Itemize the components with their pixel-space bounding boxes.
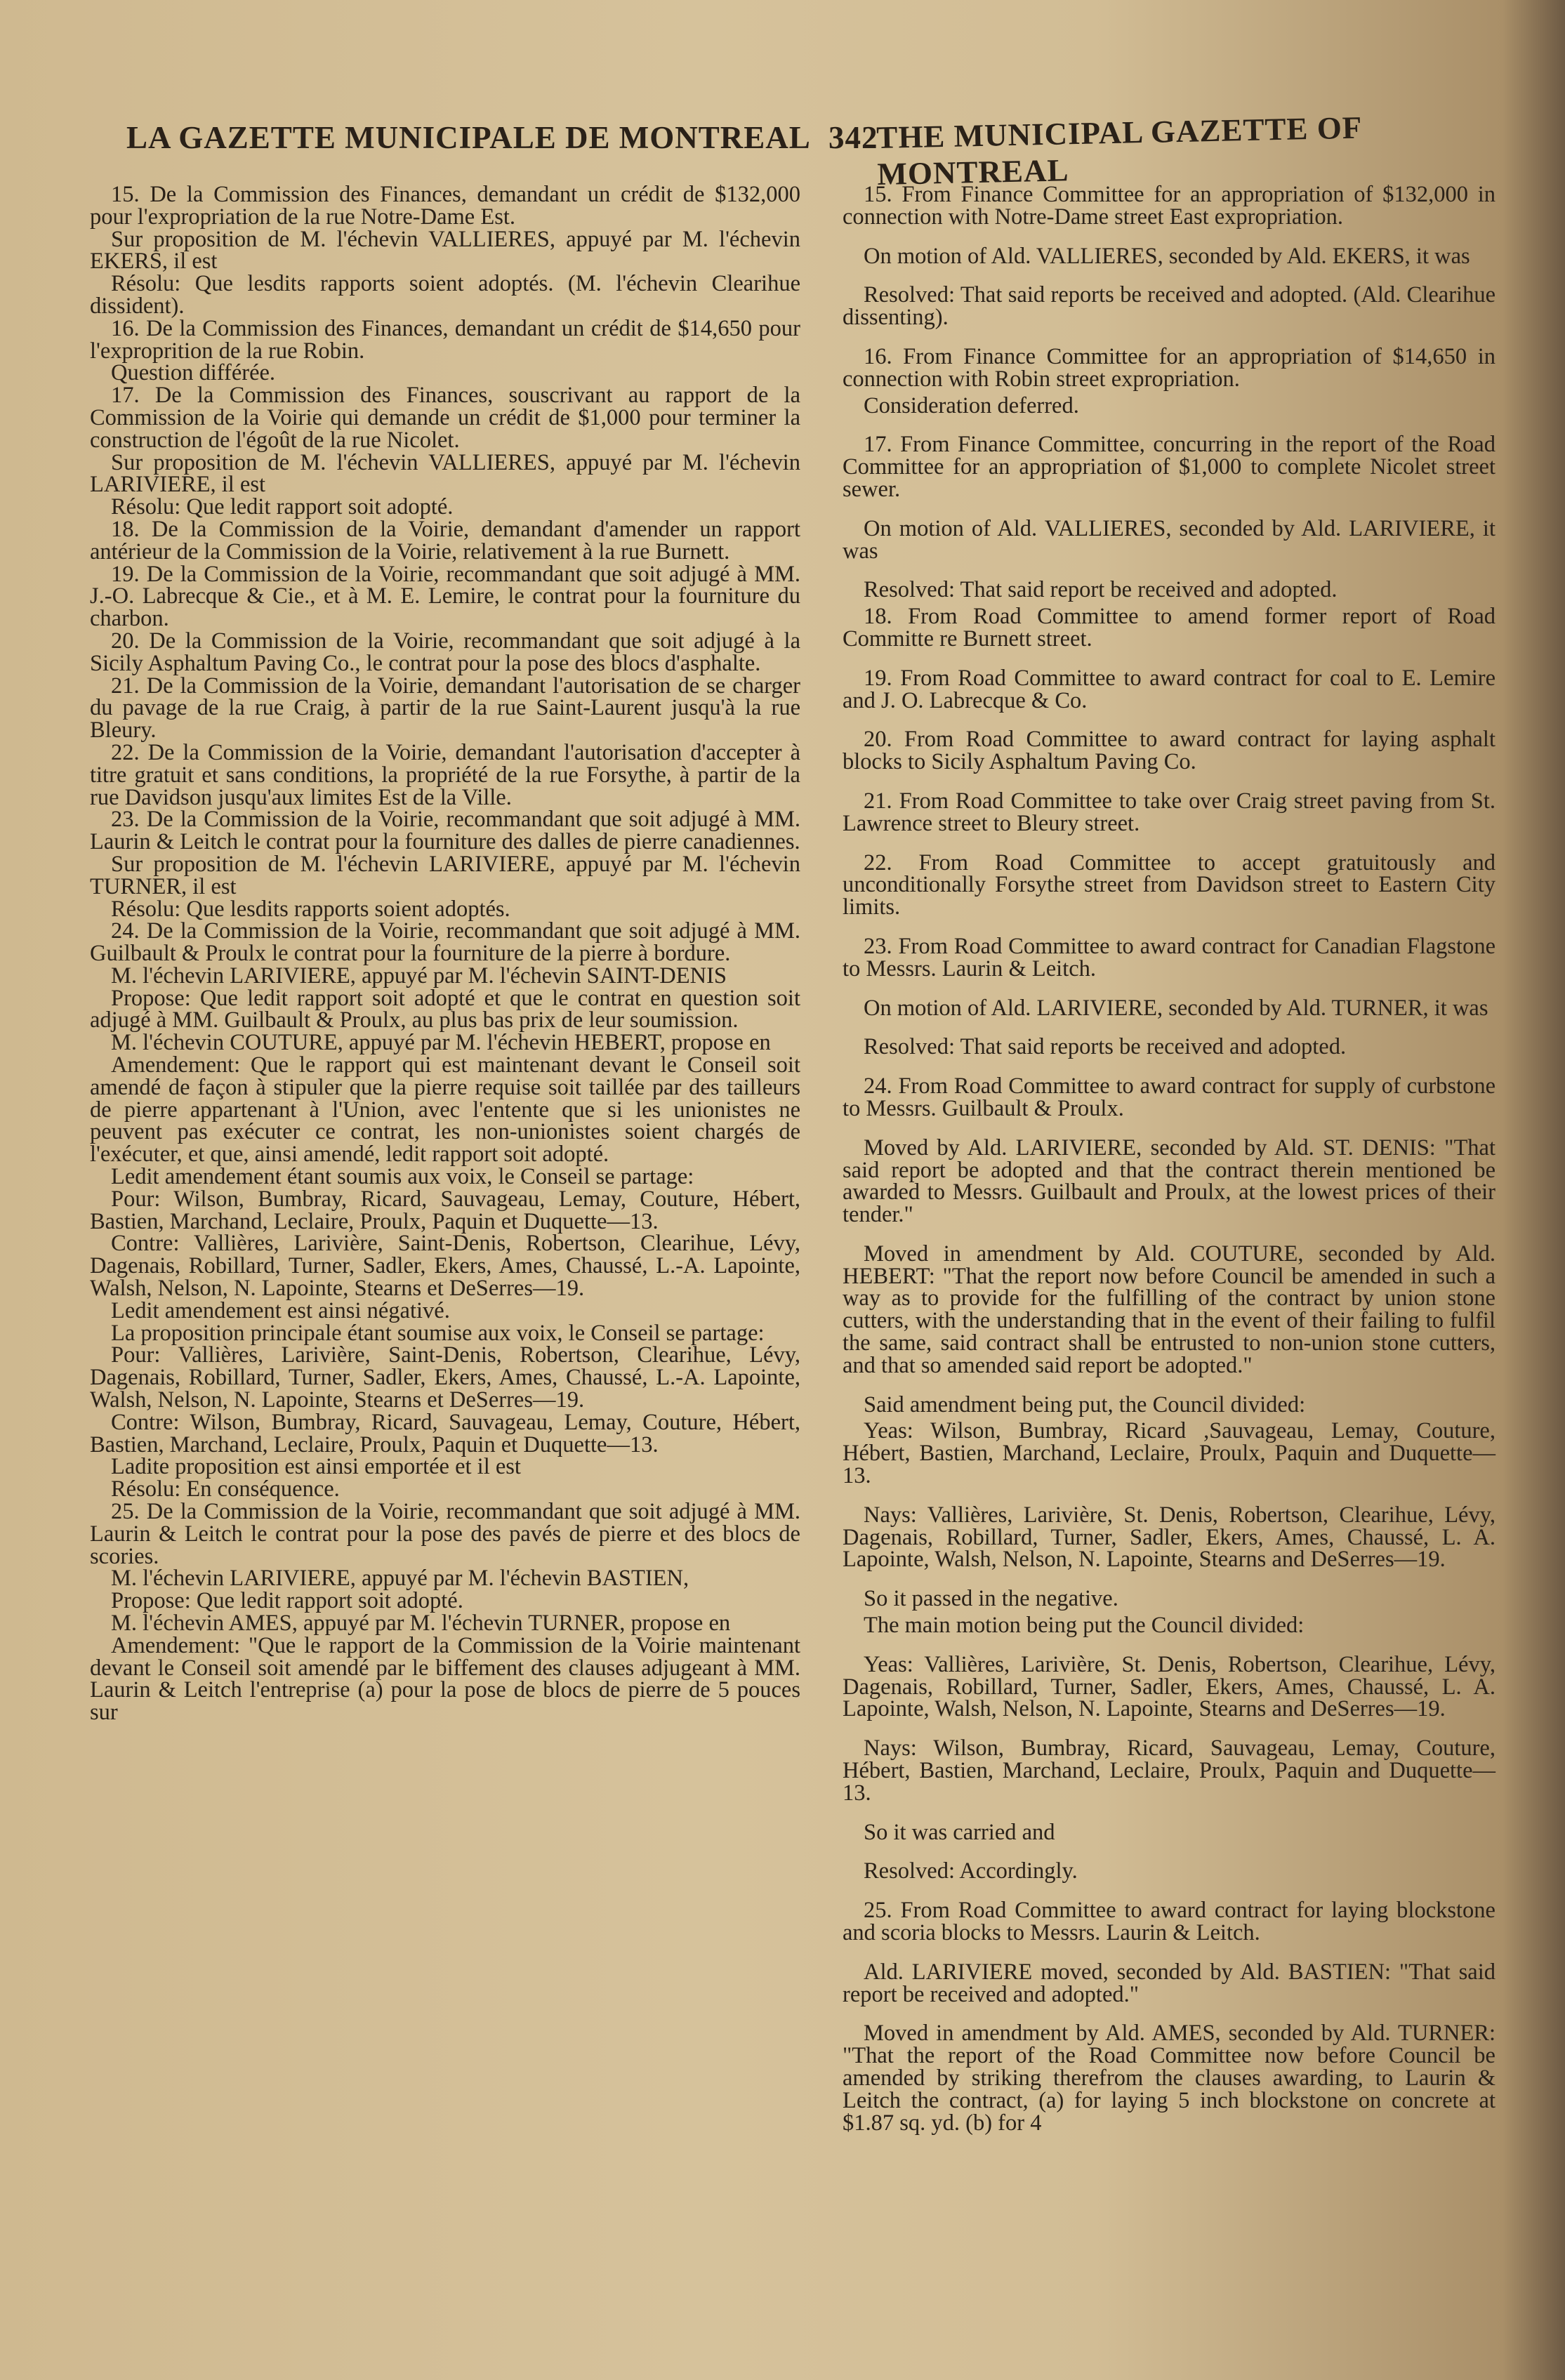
paragraph: Moved in amendment by Ald. AMES, seconded by Ald. TURNER: "That the report of the Road Committee now before Council be amended by striking therefrom the clauses awarding, to Laurin & Leitch the contract, (a) for laying 5 inch blockstone on concrete at $1.87 sq. yd. (b) for 4	[843, 2021, 1495, 2136]
paragraph: On motion of Ald. VALLIERES, seconded by Ald. EKERS, it was	[864, 243, 1470, 269]
paragraph: Nays: Vallières, Larivière, St. Denis, Robertson, Clearihue, Lévy, Dagenais, Robillard, Turner, Sadler, Ekers, Ames, Chaussé, L. A. Lapointe, Walsh, Nelson, N. Lapointe, Stearns and DeSerres—19.	[843, 1502, 1495, 1573]
paragraph: Ald. LARIVIERE moved, seconded by Ald. BASTIEN: "That said report be received and adopted."	[843, 1959, 1495, 2007]
paragraph: Propose: Que ledit rapport soit adopté et que le contrat en question soit adjugé à MM. Guilbault & Proulx, au plus bas prix de leur soumission.	[90, 985, 800, 1033]
paragraph: Ladite proposition est ainsi emportée et il est	[111, 1454, 521, 1480]
paragraph: 16. From Finance Committee for an appropriation of $14,650 in connection with Robin street expropriation.	[843, 343, 1495, 392]
paragraph: Resolved: Accordingly.	[864, 1858, 1078, 1884]
paragraph: 23. De la Commission de la Voirie, recommandant que soit adjugé à MM. Laurin & Leitch le contrat pour la fourniture des dalles de pierre canadiennes.	[90, 807, 800, 855]
paragraph: Résolu: Que ledit rapport soit adopté.	[111, 494, 454, 520]
page-header	[126, 110, 1495, 192]
paragraph: Nays: Wilson, Bumbray, Ricard, Sauvageau, Lemay, Couture, Hébert, Bastien, Marchand, Leclaire, Proulx, Paquin and Duquette—13.	[843, 1736, 1495, 1806]
paragraph: 16. De la Commission des Finances, demandant un crédit de $14,650 pour l'exproprition de la rue Robin.	[90, 315, 800, 364]
paragraph: 25. From Road Committee to award contract for laying blockstone and scoria blocks to Messrs. Laurin & Leitch.	[843, 1898, 1495, 1946]
french-column	[90, 184, 800, 1724]
paragraph: M. l'échevin LARIVIERE, appuyé par M. l'échevin BASTIEN,	[111, 1566, 689, 1592]
paragraph: 22. From Road Committee to accept gratuitously and unconditionally Forsythe street from Davidson street to Eastern City limits.	[843, 849, 1495, 920]
paragraph: Question différée.	[111, 360, 276, 386]
page-number: 342	[828, 120, 878, 155]
paragraph: 24. De la Commission de la Voirie, recommandant que soit adjugé à MM. Guilbault & Proulx le contrat pour la fourniture de la pierre à bordure.	[90, 918, 800, 967]
paragraph: 20. From Road Committee to award contract for laying asphalt blocks to Sicily Asphaltum Paving Co.	[843, 727, 1495, 775]
paragraph: Sur proposition de M. l'échevin VALLIERES, appuyé par M. l'échevin EKERS, il est	[90, 226, 800, 275]
paragraph: Amendement: Que le rapport qui est maintenant devant le Conseil soit amendé de façon à stipuler que la pierre requise soit taillée par des tailleurs de pierre appartenant à l'Union, avec l'entente que si les unionistes ne peuvent pas exécuter ce contrat, les non-unionistes soient chargés de l'exécuter, et que, ainsi amendé, ledit rapport soit adopté.	[90, 1052, 800, 1168]
paragraph: 25. De la Commission de la Voirie, recommandant que soit adjugé à MM. Laurin & Leitch le contrat pour la pose des pavés de pierre et des blocs de scories.	[90, 1499, 800, 1569]
paragraph: 23. From Road Committee to award contract for Canadian Flagstone to Messrs. Laurin & Leitch.	[843, 933, 1495, 981]
paragraph: Pour: Wilson, Bumbray, Ricard, Sauvageau, Lemay, Couture, Hébert, Bastien, Marchand, Leclaire, Proulx, Paquin et Duquette—13.	[90, 1186, 800, 1234]
paragraph: Moved in amendment by Ald. COUTURE, seconded by Ald. HEBERT: "That the report now before Council be amended in such a way as to provide for the fulfilling of the contract by union stone cutters, with the understanding that in the event of their failing to fulfil the same, said contract shall be entrusted to non-union stone cutters, and that so amended said report be adopted."	[843, 1241, 1495, 1378]
paragraph: So it was carried and	[864, 1819, 1055, 1845]
paragraph: Résolu: Que lesdits rapports soient adoptés.	[111, 896, 510, 922]
paragraph: Propose: Que ledit rapport soit adopté.	[111, 1588, 463, 1614]
header-title-english: THE MUNICIPAL GAZETTE OF MONTREAL	[876, 110, 1362, 192]
paragraph: 17. De la Commission des Finances, souscrivant au rapport de la Commission de la Voirie qui demande un crédit de $1,000 pour terminer la construction de l'égoût de la rue Nicolet.	[90, 383, 800, 453]
header-title-french: LA GAZETTE MUNICIPALE DE MONTREAL	[126, 120, 811, 155]
paragraph: Yeas: Vallières, Larivière, St. Denis, Robertson, Clearihue, Lévy, Dagenais, Robillard, Turner, Sadler, Ekers, Ames, Chaussé, L. A. Lapointe, Walsh, Nelson, N. Lapointe, Stearns and DeSerres—19.	[843, 1651, 1495, 1722]
paragraph: Ledit amendement étant soumis aux voix, le Conseil se partage:	[111, 1164, 694, 1190]
paragraph: Moved by Ald. LARIVIERE, seconded by Ald. ST. DENIS: "That said report be adopted and that the contract therein mentioned be awarded to Messrs. Guilbault and Proulx, at the lowest prices of their tender."	[843, 1135, 1495, 1228]
paragraph: Said amendment being put, the Council divided:	[864, 1391, 1306, 1417]
paragraph: Contre: Vallières, Larivière, Saint-Denis, Robertson, Clearihue, Lévy, Dagenais, Robillard, Turner, Sadler, Ekers, Ames, Chaussé, L.-A. Lapointe, Walsh, Nelson, N. Lapointe, Stearns et DeSerres—19.	[90, 1231, 800, 1302]
paragraph: 21. De la Commission de la Voirie, demandant l'autorisation de se charger du pavage de la rue Craig, à partir de la rue Saint-Laurent jusqu'à la rue Bleury.	[90, 673, 800, 743]
paragraph: 18. De la Commission de la Voirie, demandant d'amender un rapport antérieur de la Commission de la Voirie, relativement à la rue Burnett.	[90, 516, 800, 564]
paragraph: Consideration deferred.	[864, 392, 1079, 418]
paragraph: 19. De la Commission de la Voirie, recommandant que soit adjugé à MM. J.-O. Labrecque & Cie., et à M. E. Lemire, le contrat pour la fourniture du charbon.	[90, 561, 800, 632]
paragraph: Résolu: En conséquence.	[111, 1476, 340, 1502]
paragraph: So it passed in the negative.	[864, 1586, 1118, 1612]
paragraph: 22. De la Commission de la Voirie, demandant l'autorisation d'accepter à titre gratuit et sans conditions, la propriété de la rue Forsythe, à partir de la rue Davidson jusqu'aux limites Est de la Ville.	[90, 739, 800, 810]
paragraph: Amendement: "Que le rapport de la Commission de la Voirie maintenant devant le Conseil soit amendé par le biffement des clauses adjugeant à MM. Laurin & Leitch l'entreprise (a) pour la pose de blocs de pierre de 5 pouces sur	[90, 1632, 800, 1726]
paragraph: 15. From Finance Committee for an appropriation of $132,000 in connection with Notre-Dame street East expropriation.	[843, 182, 1495, 230]
paragraph: Résolu: Que lesdits rapports soient adoptés. (M. l'échevin Clearihue dissident).	[90, 271, 800, 319]
paragraph: 19. From Road Committee to award contract for coal to E. Lemire and J. O. Labrecque & Co.	[843, 665, 1495, 713]
paragraph: Sur proposition de M. l'échevin VALLIERES, appuyé par M. l'échevin LARIVIERE, il est	[90, 449, 800, 498]
english-column	[843, 184, 1495, 2151]
paragraph: Resolved: That said reports be received and adopted. (Ald. Clearihue dissenting).	[843, 282, 1495, 331]
paragraph: 20. De la Commission de la Voirie, recommandant que soit adjugé à la Sicily Asphaltum Paving Co., le contrat pour la pose des blocs d'asphalte.	[90, 628, 800, 676]
paragraph: M. l'échevin COUTURE, appuyé par M. l'échevin HEBERT, propose en	[111, 1030, 771, 1056]
paragraph: Contre: Wilson, Bumbray, Ricard, Sauvageau, Lemay, Couture, Hébert, Bastien, Marchand, Leclaire, Proulx, Paquin et Duquette—13.	[90, 1409, 800, 1457]
paragraph: 24. From Road Committee to award contract for supply of curbstone to Messrs. Guilbault & Proulx.	[843, 1073, 1495, 1121]
paragraph: 21. From Road Committee to take over Craig street paving from St. Lawrence street to Bleury street.	[843, 788, 1495, 836]
paragraph: La proposition principale étant soumise aux voix, le Conseil se partage:	[111, 1320, 765, 1346]
paragraph: On motion of Ald. VALLIERES, seconded by Ald. LARIVIERE, it was	[843, 515, 1495, 564]
paragraph: 15. De la Commission des Finances, demandant un crédit de $132,000 pour l'expropriation de la rue Notre-Dame Est.	[90, 182, 800, 230]
paragraph: Resolved: That said reports be received and adopted.	[864, 1034, 1347, 1060]
paragraph: M. l'échevin LARIVIERE, appuyé par M. l'échevin SAINT-DENIS	[111, 963, 727, 989]
paragraph: On motion of Ald. LARIVIERE, seconded by Ald. TURNER, it was	[864, 995, 1488, 1021]
paragraph: The main motion being put the Council divided:	[864, 1613, 1305, 1639]
paragraph: 17. From Finance Committee, concurring in the report of the Road Committee for an appropriation of $1,000 to complete Nicolet street sewer.	[843, 432, 1495, 502]
paragraph: Sur proposition de M. l'échevin LARIVIERE, appuyé par M. l'échevin TURNER, il est	[90, 851, 800, 899]
paragraph: M. l'échevin AMES, appuyé par M. l'échevin TURNER, propose en	[111, 1611, 731, 1636]
paragraph: Resolved: That said report be received and adopted.	[864, 577, 1338, 603]
paragraph: 18. From Road Committee to amend former report of Road Committe re Burnett street.	[843, 604, 1495, 652]
paragraph: Ledit amendement est ainsi négativé.	[111, 1297, 450, 1323]
paragraph: Pour: Vallières, Larivière, Saint-Denis, Robertson, Clearihue, Lévy, Dagenais, Robillard, Turner, Sadler, Ekers, Ames, Chaussé, L.-A. Lapointe, Walsh, Nelson, N. Lapointe, Stearns et DeSerres—19.	[90, 1342, 800, 1413]
paragraph: Yeas: Wilson, Bumbray, Ricard ,Sauvageau, Lemay, Couture, Hébert, Bastien, Marchand, Leclaire, Proulx, Paquin and Duquette—13.	[843, 1418, 1495, 1489]
